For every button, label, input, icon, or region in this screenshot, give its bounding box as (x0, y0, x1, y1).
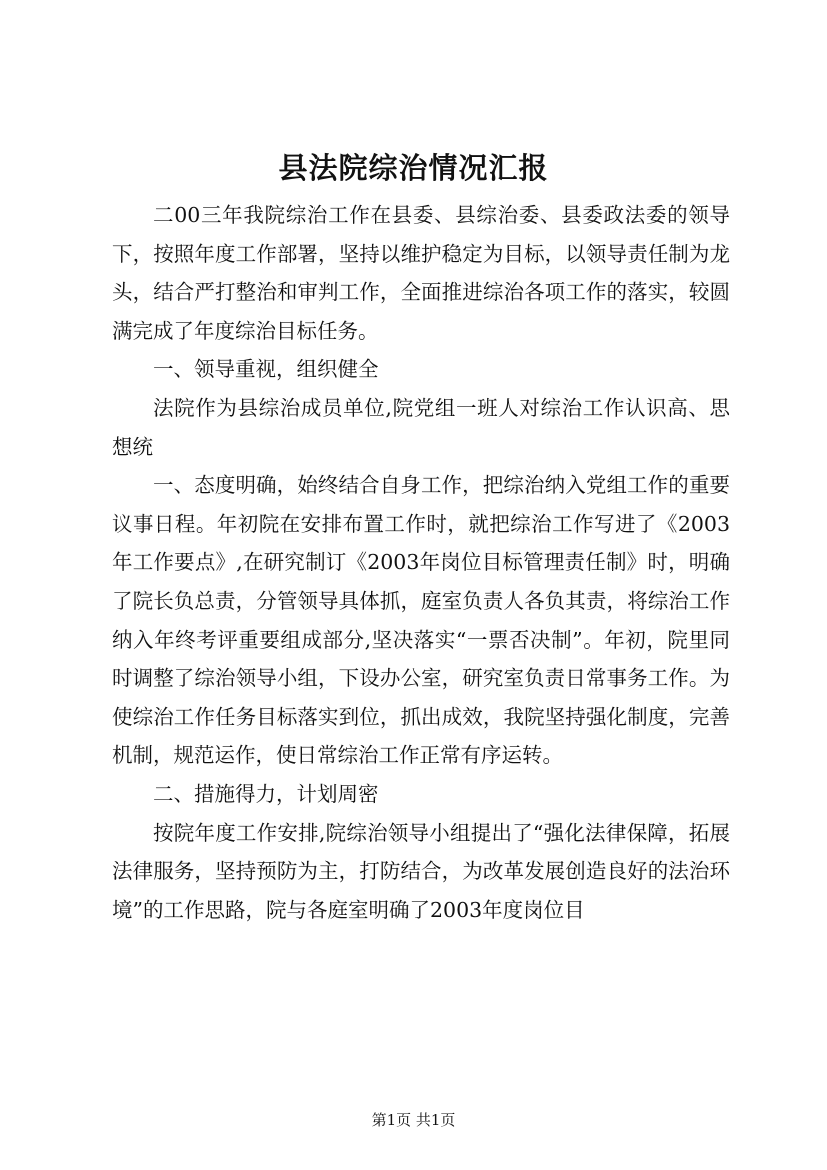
paragraph-2: 法院作为县综治成员单位,院党组一班人对综治工作认识高、思想统 (112, 395, 730, 459)
page-number: 第1页 共1页 (371, 1111, 456, 1129)
paragraph-3: 一、态度明确，始终结合自身工作，把综治纳入党组工作的重要议事日程。年初院在安排布置工作时，就把综治工作写进了《2003年工作要点》,在研究制订《2003年岗位目标管理责任制》时，明确了院长负总责，分管领导具体抓，庭室负责人各负其责，将综治工作纳入年终考评重要组成部分,坚决落实“一票否决制”。年初，院里同时调整了综治领导小组，下设办公室，研究室负责日常事务工作。为使综治工作任务目标落实到位，抓出成效，我院坚持强化制度，完善机制，规范运作，使日常综治工作正常有序运转。 (112, 473, 730, 768)
document-title: 县法院综治情况汇报 (278, 151, 549, 185)
page-footer (0, 1110, 827, 1130)
paragraph-5: 按院年度工作安排,院综治领导小组提出了“强化法律保障，拓展法律服务，坚持预防为主，打防结合，为改革发展创造良好的法治环境”的工作思路，院与各庭室明确了2003年度岗位目 (112, 820, 730, 922)
paragraph-intro: 二00三年我院综治工作在县委、县综治委、县委政法委的领导下，按照年度工作部署，坚持以维护稳定为目标，以领导责任制为龙头，结合严打整治和审判工作，全面推进综治各项工作的落实，较圆满完成了年度综治目标任务。 (112, 203, 730, 343)
document-body (112, 196, 730, 929)
section-heading-1: 一、领导重视，组织健全 (153, 357, 379, 382)
section-heading-2: 二、措施得力，计划周密 (153, 781, 379, 806)
